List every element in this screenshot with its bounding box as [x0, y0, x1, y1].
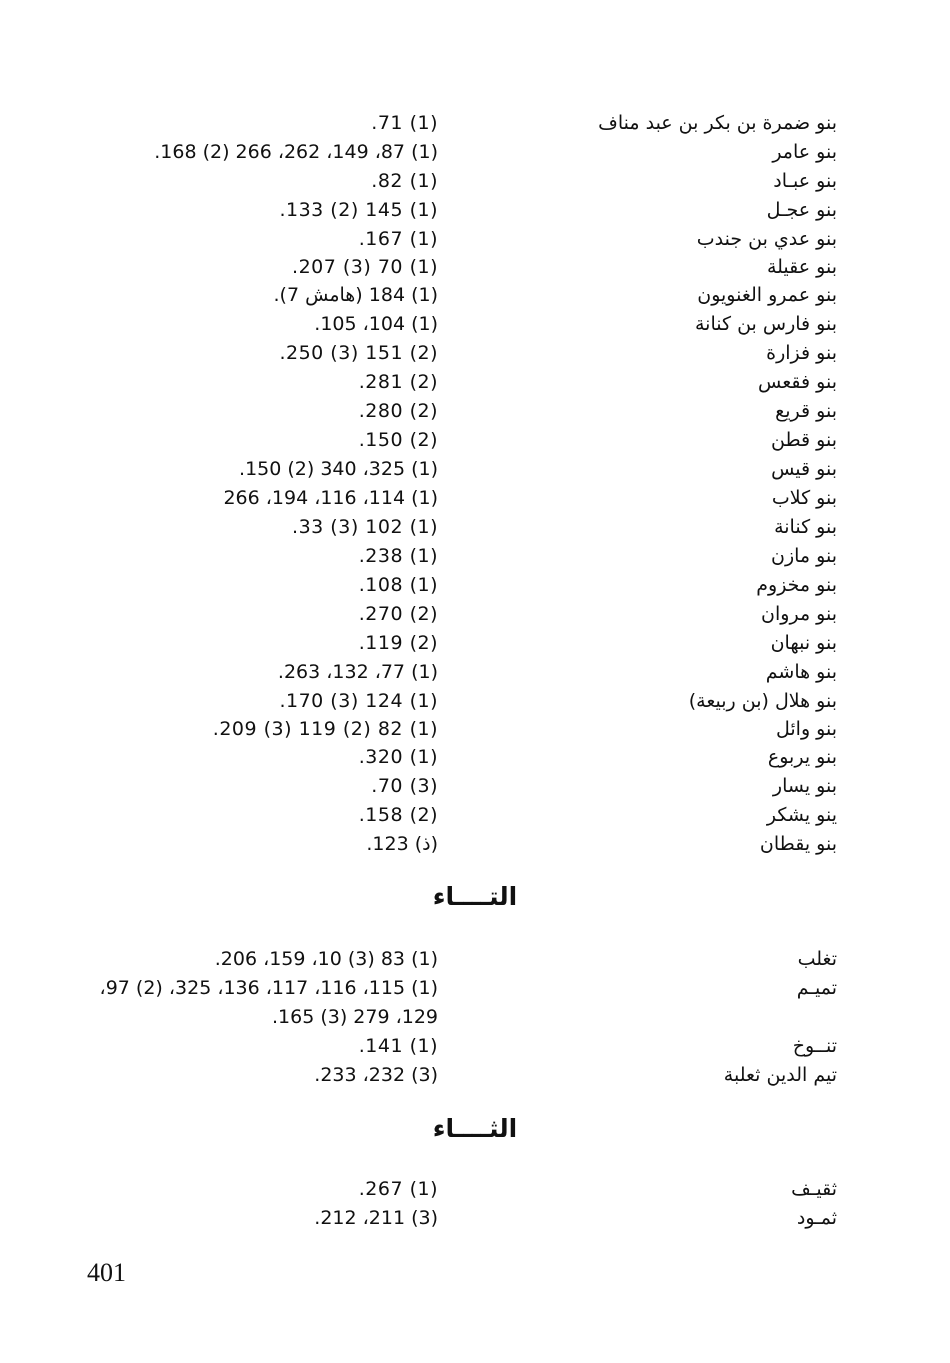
entry-references: (1) 320.	[358, 746, 438, 768]
entry-name: بنو وائل	[775, 718, 837, 740]
index-entry	[0, 310, 950, 339]
entry-name: بنو كلاب	[771, 487, 837, 509]
index-entry	[0, 1032, 950, 1061]
index-entry	[0, 945, 950, 974]
index-entry	[0, 801, 950, 830]
index-entry	[0, 339, 950, 368]
entry-references: (3) 211، 212.	[314, 1207, 438, 1229]
entry-references: (1) 141.	[358, 1035, 438, 1057]
entry-references: (1) 102 (3) 33.	[292, 516, 438, 538]
entry-name: بنو عبـاد	[773, 170, 837, 192]
index-entry	[0, 368, 950, 397]
entry-name: بنو قريع	[775, 400, 837, 422]
entry-references: (1) 104، 105.	[314, 313, 438, 335]
index-entry	[0, 772, 950, 801]
index-entry	[0, 281, 950, 310]
page-number: 401	[87, 1258, 126, 1287]
entry-name: بنو ضمرة بن بكر بن عبد مناف	[598, 112, 837, 134]
entry-name: بنو عدي بن جندب	[696, 228, 837, 250]
index-entry	[0, 167, 950, 196]
entry-references: (2) 158.	[358, 804, 438, 826]
index-entry	[0, 743, 950, 772]
entry-references: (2) 151 (3) 250.	[279, 342, 438, 364]
index-entry	[0, 571, 950, 600]
index-entry	[0, 974, 950, 1003]
entry-references: (2) 119.	[358, 632, 438, 654]
entry-references: (1) 145 (2) 133.	[279, 199, 438, 221]
entry-references: (1) 82.	[371, 170, 438, 192]
entry-name: بنو فقعس	[758, 371, 837, 393]
entry-references: (1) 115، 116، 117، 136، 325، (2) 97،	[99, 977, 438, 999]
entry-references: (1) 83 (3) 10، 159، 206.	[214, 948, 438, 970]
entry-name: تميـم	[796, 977, 837, 999]
index-entry	[0, 1204, 950, 1233]
entry-references: (1) 71.	[371, 112, 438, 134]
index-entry	[0, 426, 950, 455]
entry-references: (1) 108.	[358, 574, 438, 596]
entry-name: تغلب	[797, 948, 837, 970]
entry-references: (1) 77، 132، 263.	[277, 661, 438, 683]
entry-references: (1) 184 (هامش 7).	[273, 284, 438, 306]
entry-references: (3) 70.	[371, 775, 438, 797]
entry-references: (2) 281.	[358, 371, 438, 393]
entry-name: ثقيـف	[791, 1178, 837, 1200]
entry-name: بنو يقطان	[759, 833, 837, 855]
index-entry	[0, 455, 950, 484]
entry-references: (1) 124 (3) 170.	[279, 690, 438, 712]
entry-references: (2) 280.	[358, 400, 438, 422]
index-entry	[0, 253, 950, 282]
entry-name: تيم الدين ثعلبة	[723, 1064, 837, 1086]
entry-name: بنو عجـل	[766, 199, 837, 221]
entry-references: (ذ) 123.	[366, 833, 438, 855]
index-entry	[0, 397, 950, 426]
index-entry	[0, 830, 950, 859]
entry-name: بنو عمرو الغنويون	[697, 284, 837, 306]
entry-references: 129، 279 (3) 165.	[271, 1006, 438, 1028]
entry-references: (1) 70 (3) 207.	[292, 256, 438, 278]
entry-name: بنو قطن	[770, 429, 837, 451]
entry-name: بنو فارس بن كنانة	[695, 313, 837, 335]
entry-name: بنو مازن	[771, 545, 837, 567]
entry-references: (1) 238.	[358, 545, 438, 567]
index-entry	[0, 225, 950, 254]
index-entry	[0, 196, 950, 225]
section-heading-tha: الثــــاء	[432, 1114, 518, 1143]
index-entry	[0, 687, 950, 716]
section-heading-ta: التــــاء	[432, 882, 518, 911]
entry-name: بنو يربوع	[767, 746, 837, 768]
index-entry	[0, 629, 950, 658]
index-entry	[0, 658, 950, 687]
entry-name: بنو عامر	[772, 141, 837, 163]
entry-references: (2) 270.	[358, 603, 438, 625]
entry-references: (1) 325، 340 (2) 150.	[239, 458, 438, 480]
entry-references: (1) 87، 149، 262، 266 (2) 168.	[154, 141, 438, 163]
entry-references: (1) 267.	[358, 1178, 438, 1200]
index-entry	[0, 600, 950, 629]
entry-name: بنو مخزوم	[756, 574, 837, 596]
entry-references: (1) 167.	[358, 228, 438, 250]
entry-references: (2) 150.	[358, 429, 438, 451]
entry-name: بنو كنانة	[774, 516, 837, 538]
entry-references: (1) 82 (2) 119 (3) 209.	[212, 718, 438, 740]
index-entry	[0, 109, 950, 138]
index-entry	[0, 138, 950, 167]
index-entry	[0, 1061, 950, 1090]
entry-name: بنو هلال (بن ربيعة)	[688, 690, 837, 712]
entry-name: بنو نبهان	[770, 632, 837, 654]
entry-name: ينو يشكر	[766, 804, 837, 826]
entry-name: بنو يسار	[772, 775, 837, 797]
index-entry	[0, 1175, 950, 1204]
entry-name: بنو قيس	[771, 458, 837, 480]
entry-references: (3) 232، 233.	[314, 1064, 438, 1086]
entry-references: (1) 114، 116، 194، 266	[223, 487, 438, 509]
entry-name: بنو هاشم	[765, 661, 837, 683]
index-entry	[0, 715, 950, 744]
index-entry	[0, 513, 950, 542]
entry-name: بنو فزارة	[766, 342, 837, 364]
entry-name: بنو مروان	[761, 603, 837, 625]
entry-name: بنو عقيلة	[766, 256, 837, 278]
index-entry	[0, 484, 950, 513]
entry-name: ثمـود	[796, 1207, 837, 1229]
index-entry-continuation	[0, 1003, 950, 1032]
entry-name: تنــوخ	[792, 1035, 837, 1057]
index-entry	[0, 542, 950, 571]
